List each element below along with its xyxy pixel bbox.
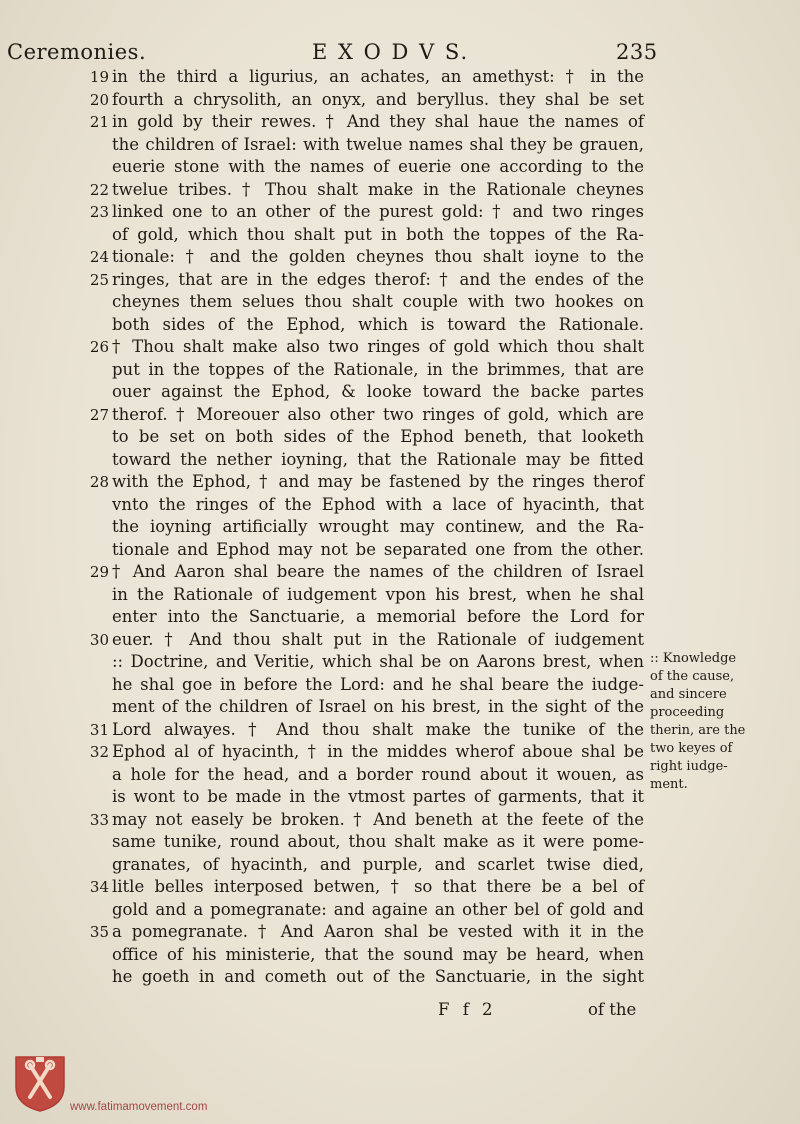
margin-note-line: ment. — [650, 777, 688, 792]
margin-note-line: therin, are the — [650, 723, 746, 738]
verse-number: 31 — [89, 720, 109, 739]
verse-number: 35 — [89, 923, 109, 941]
text-line: in the Rationale of iudgement vpon his brest, when he shal — [112, 584, 644, 604]
text-line: vnto the ringes of the Ephod with a lace of hyacinth, that — [112, 494, 644, 514]
watermark-url: www.fatimamovement.com — [70, 1101, 208, 1113]
text-line: may not easely be broken. † And beneth at the feete of the — [112, 809, 644, 829]
text-line: to be set on both sides of the Ephod beneth, that looketh — [112, 427, 644, 446]
text-line: put in the toppes of the Rationale, in the brimmes, that are — [112, 359, 644, 379]
text-line: he goeth in and cometh out of the Sanctuarie, in the sight — [112, 967, 644, 986]
seal-logo-icon — [12, 1053, 68, 1113]
verse-number: 22 — [89, 180, 109, 199]
signature-mark: F f 2 — [438, 1000, 497, 1019]
text-line: he shal goe in before the Lord: and he shal beare the iudge- — [112, 674, 644, 694]
text-line: linked one to an other of the purest gold: † and two ringes — [112, 202, 644, 221]
verse-number: 27 — [89, 405, 109, 424]
text-line: ouer against the Ephod, & looke toward the backe partes — [112, 382, 644, 401]
verse-number: 23 — [89, 203, 109, 221]
text-line: in the third a ligurius, an achates, an amethyst: † in the — [112, 67, 644, 86]
verse-number: 28 — [89, 473, 109, 491]
text-line: same tunike, round about, thou shalt make as it were pome- — [112, 832, 644, 851]
page-number: 235 — [616, 40, 658, 64]
verse-number: 19 20 — [89, 68, 109, 109]
verse-number: 25 — [89, 270, 109, 289]
verse-number: 33 — [89, 810, 109, 829]
text-line: tionale and Ephod may not be separated one from the other. — [112, 539, 644, 559]
running-head-title: E X O D V S. — [312, 40, 470, 64]
text-line: the children of Israel: with twelue names shal they be grauen, — [112, 134, 644, 154]
text-line: the ioyning artificially wrought may continew, and the Ra- — [112, 517, 644, 536]
text-line: enter into the Sanctuarie, a memorial before the Lord for — [112, 607, 644, 626]
margin-note-line: and sincere — [650, 687, 727, 702]
text-line: in gold by their rewes. † And they shal haue the names of — [112, 112, 644, 131]
text-line: cheynes them selues thou shalt couple with two hookes on — [112, 292, 644, 311]
margin-note-line: :: Knowledge — [650, 651, 737, 666]
text-line: therof. † Moreouer also other two ringes of gold, which are — [112, 404, 644, 424]
running-head-left: Ceremonies. — [7, 40, 147, 64]
text-line: office of his ministerie, that the sound may be heard, when — [112, 944, 644, 964]
text-line: of gold, which thou shalt put in both the toppes of the Ra- — [112, 224, 644, 244]
text-line: ringes, that are in the edges therof: † and the endes of the — [112, 269, 644, 289]
text-line: tionale: † and the golden cheynes thou shalt ioyne to the — [112, 247, 644, 266]
margin-note-line: right iudge- — [650, 759, 728, 774]
margin-note-line: of the cause, — [650, 669, 735, 684]
text-line: a hole for the head, and a border round about it wouen, as — [112, 764, 644, 784]
verse-number: 21 — [89, 113, 109, 131]
text-line: twelue tribes. † Thou shalt make in the Rationale cheynes — [112, 179, 644, 199]
text-line: euerie stone with the names of euerie one according to the — [112, 157, 644, 176]
verse-number: 32 — [89, 743, 109, 761]
text-line: † Thou shalt make also two ringes of gold which thou shalt — [112, 337, 644, 356]
text-line: fourth a chrysolith, an onyx, and beryllus. they shal be set — [112, 89, 644, 109]
verse-number: 24 — [89, 248, 109, 266]
catchword: of the — [588, 1000, 637, 1019]
text-line: litle belles interposed betwen, † so that there be a bel of — [112, 877, 644, 896]
text-line: a pomegranate. † And Aaron shal be vested with it in the — [112, 922, 644, 941]
verse-number: 30 — [89, 630, 109, 649]
verse-number: 26 — [89, 338, 109, 356]
text-line: † And Aaron shal beare the names of the children of Israel — [112, 562, 644, 581]
text-line: :: Doctrine, and Veritie, which shal be on Aarons brest, when — [112, 652, 644, 671]
text-line: toward the nether ioyning, that the Rationale may be fitted — [112, 449, 644, 469]
margin-note-line: proceeding — [650, 705, 725, 720]
text-line: both sides of the Ephod, which is toward the Rationale. — [112, 314, 644, 334]
text-line: is wont to be made in the vtmost partes of garments, that it — [112, 787, 644, 806]
verse-number: 29 — [89, 563, 109, 581]
verse-number: 34 — [89, 878, 109, 896]
text-line: Ephod al of hyacinth, † in the middes wherof aboue shal be — [112, 742, 644, 761]
text-line: euer. † And thou shalt put in the Rationale of iudgement — [112, 629, 644, 649]
margin-note-line: two keyes of — [650, 741, 733, 756]
text-line: ment of the children of Israel on his brest, in the sight of the — [112, 697, 644, 716]
text-line: gold and a pomegranate: and againe an other bel of gold and — [112, 899, 644, 919]
text-line: with the Ephod, † and may be fastened by the ringes therof — [112, 472, 644, 491]
text-line: granates, of hyacinth, and purple, and scarlet twise died, — [112, 854, 644, 874]
text-line: Lord alwayes. † And thou shalt make the tunike of the — [112, 719, 644, 739]
